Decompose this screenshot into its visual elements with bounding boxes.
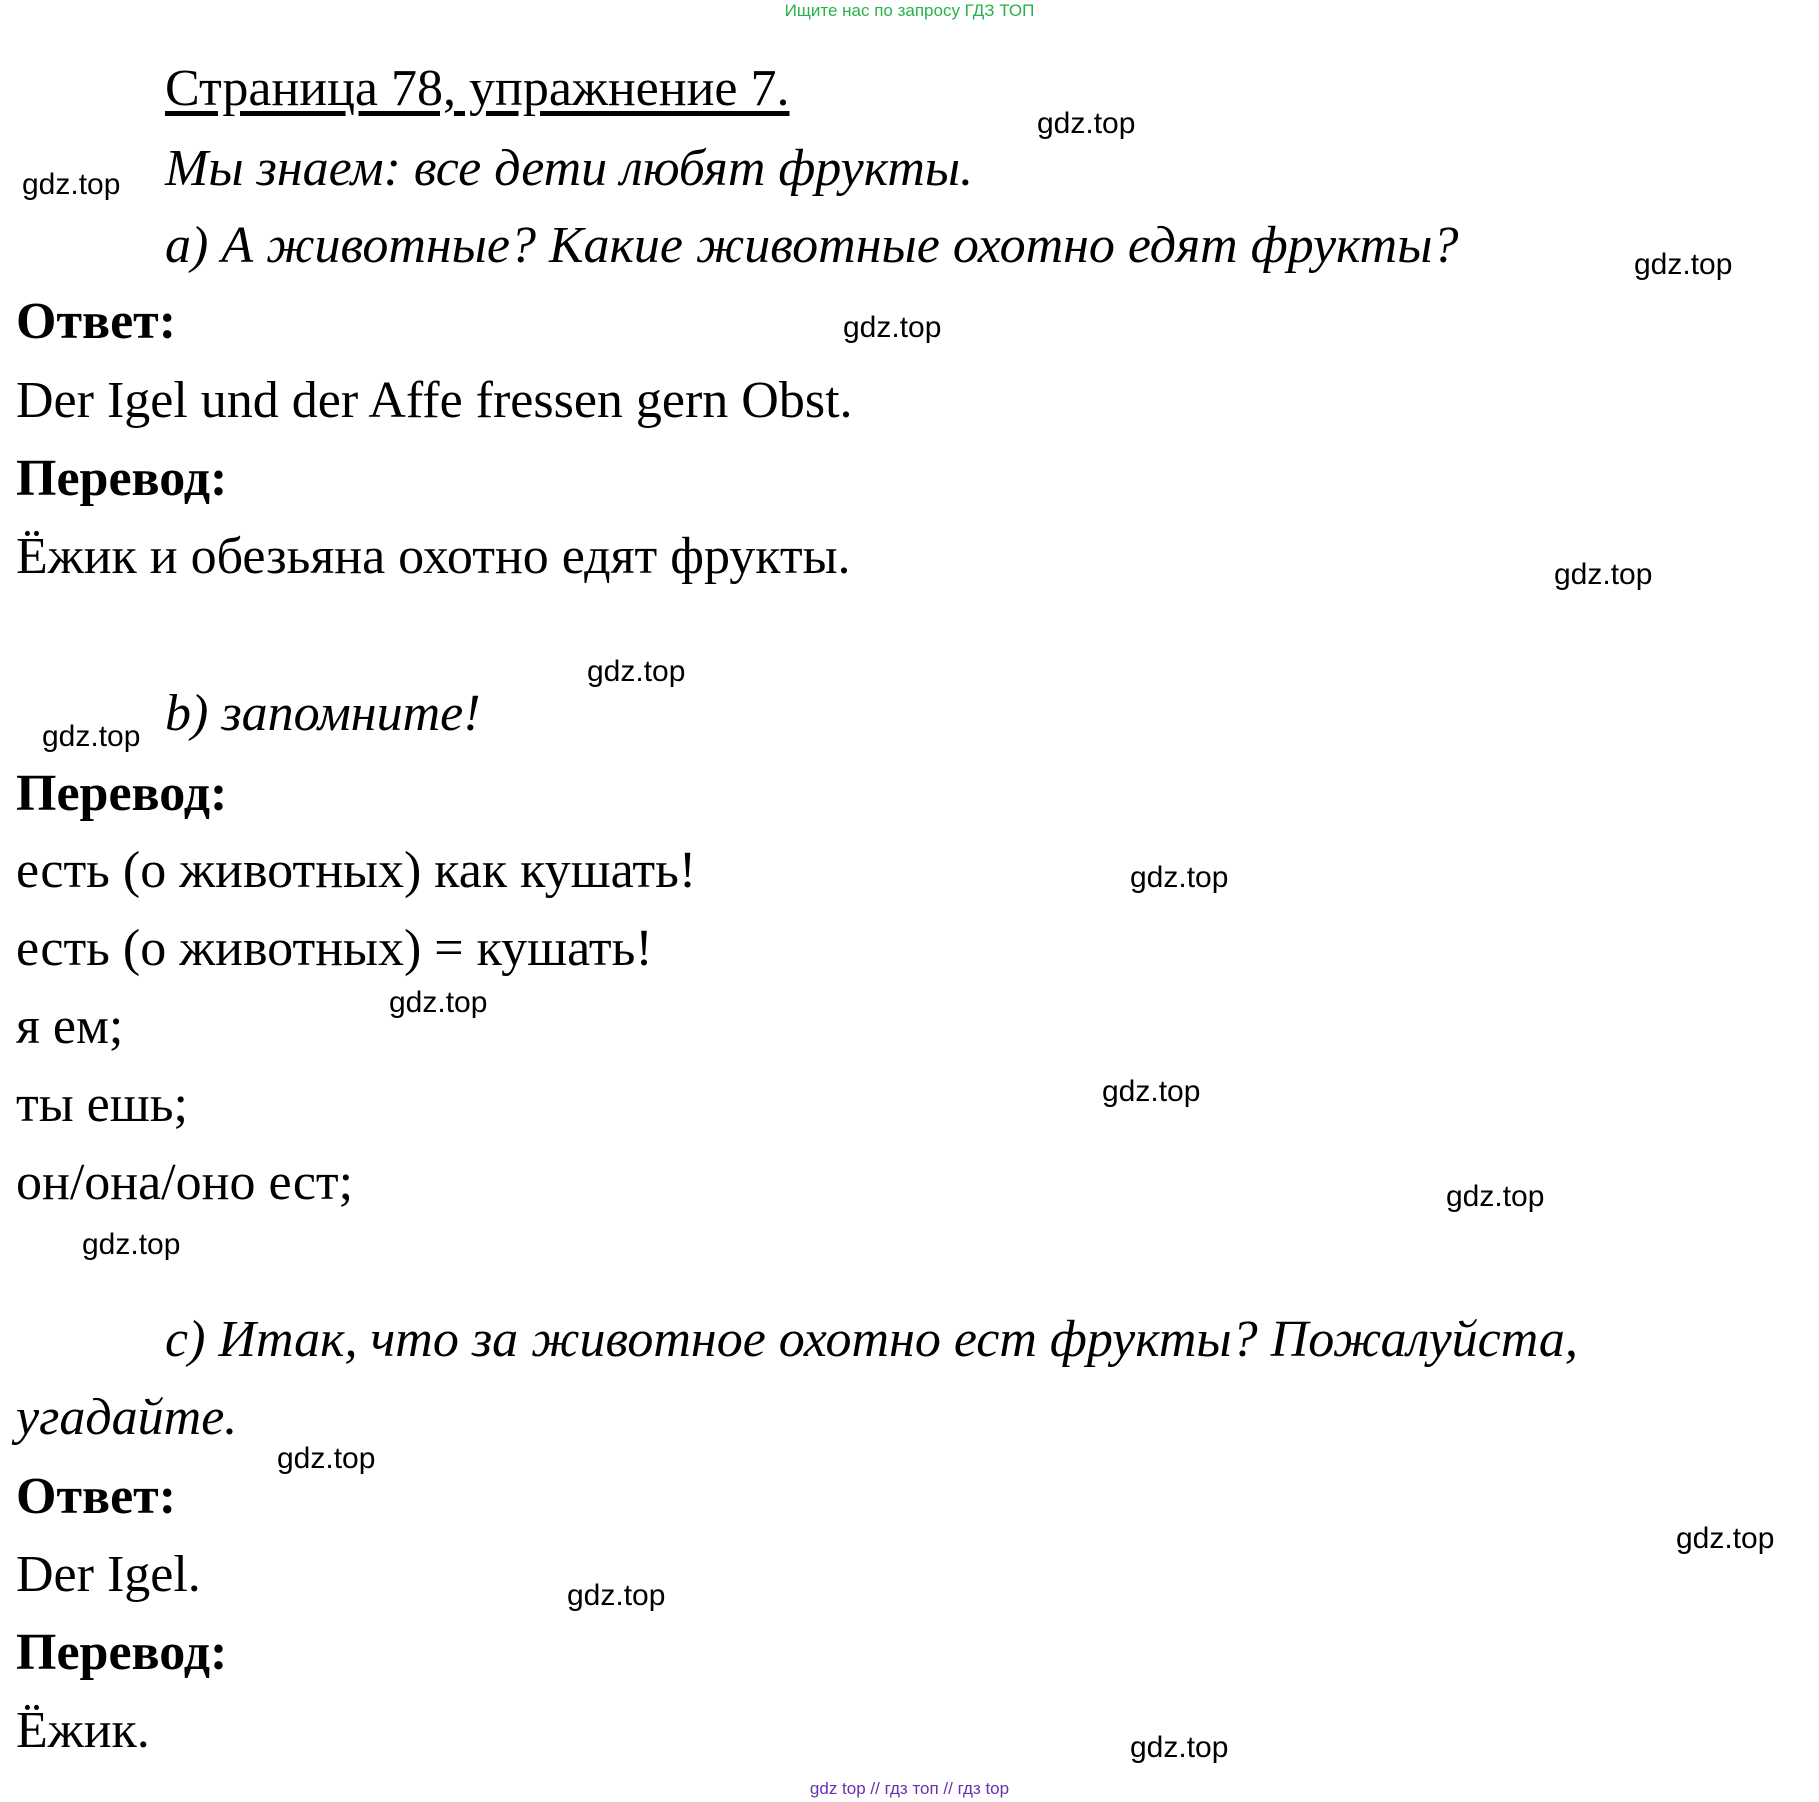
watermark: gdz.top <box>22 168 121 201</box>
watermark: gdz.top <box>843 311 942 344</box>
watermark: gdz.top <box>42 720 141 753</box>
intro-text: Мы знаем: все дети любят фрукты. <box>165 140 974 197</box>
task-a: а) А животные? Какие животные охотно едят фрукты? <box>165 217 1459 274</box>
watermark: gdz.top <box>389 986 488 1019</box>
search-banner[interactable]: Ищите нас по запросу ГДЗ ТОП <box>784 1 1035 20</box>
translation-b-line: я ем; <box>16 998 124 1055</box>
translation-b-line: ты ешь; <box>16 1076 188 1133</box>
task-b: b) запомните! <box>165 685 481 742</box>
page-title: Страница 78, упражнение 7. <box>165 60 790 117</box>
watermark: gdz.top <box>1554 558 1653 591</box>
answer-label-a: Ответ: <box>16 293 177 350</box>
watermark: gdz.top <box>1102 1075 1201 1108</box>
task-c-line1: с) Итак, что за животное охотно ест фрукты? Пожалуйста, <box>165 1311 1578 1368</box>
watermark: gdz.top <box>1130 861 1229 894</box>
watermark: gdz.top <box>1037 107 1136 140</box>
answer-c: Der Igel. <box>16 1546 201 1603</box>
footer-links[interactable]: gdz top // гдз топ // гдз top <box>809 1779 1010 1798</box>
translation-b-line: он/она/оно ест; <box>16 1154 354 1211</box>
watermark: gdz.top <box>1446 1180 1545 1213</box>
watermark: gdz.top <box>567 1579 666 1612</box>
translation-label-a: Перевод: <box>16 450 228 507</box>
translation-label-c: Перевод: <box>16 1624 228 1681</box>
answer-label-c: Ответ: <box>16 1468 177 1525</box>
translation-c: Ёжик. <box>16 1702 150 1759</box>
watermark: gdz.top <box>587 655 686 688</box>
watermark: gdz.top <box>277 1442 376 1475</box>
watermark: gdz.top <box>82 1228 181 1261</box>
watermark: gdz.top <box>1634 248 1733 281</box>
translation-b-line: есть (о животных) = кушать! <box>16 920 653 977</box>
translation-a: Ёжик и обезьяна охотно едят фрукты. <box>16 528 851 585</box>
watermark: gdz.top <box>1130 1731 1229 1764</box>
watermark: gdz.top <box>1676 1522 1775 1555</box>
translation-label-b: Перевод: <box>16 765 228 822</box>
task-c-line2: угадайте. <box>16 1389 238 1446</box>
answer-a: Der Igel und der Affe fressen gern Obst. <box>16 372 853 429</box>
translation-b-line: есть (о животных) как кушать! <box>16 842 697 899</box>
